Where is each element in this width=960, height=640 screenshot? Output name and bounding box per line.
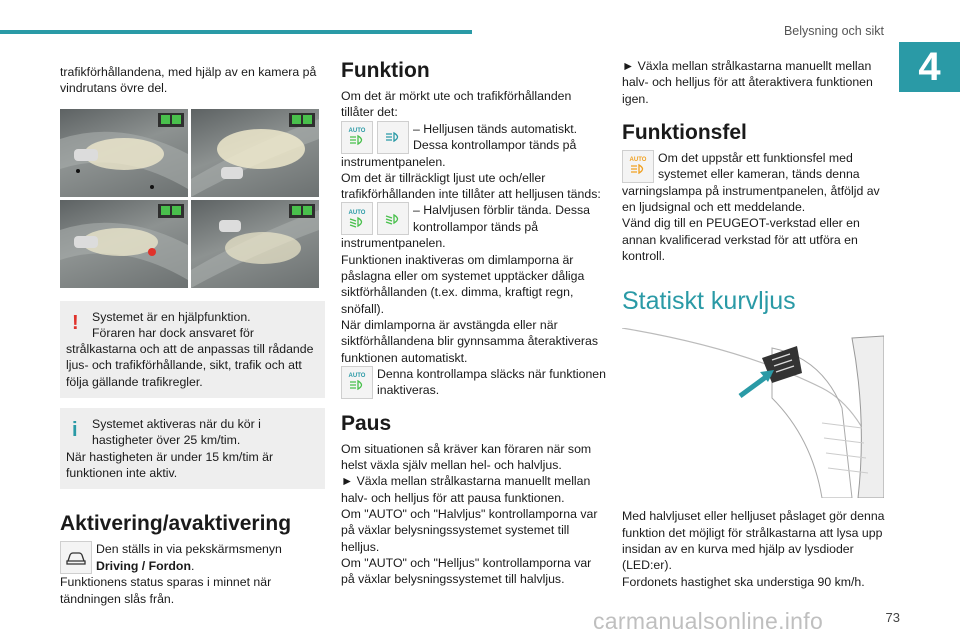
info-box (60, 408, 325, 489)
warning-rest: strålkastarna och att de anpassas till rådande ljus- och trafikförhållande, sikt, trafik och att följa gällande trafikregler. (66, 342, 314, 389)
funktion-p3: instrumentpanelen. Funktionen inaktiveras om dimlamporna är påslagna eller om systemet upptäcker dåliga siktförhållanden (t.ex. dimma, kraftigt regn, snöfall). När dimlamporna är avstängda eller när siktförhållandena blir gynnsamma återaktiveras funktionen automatiskt. (341, 236, 598, 365)
lamp-row-1 (341, 121, 607, 154)
kurvljus-text: Med halvljuset eller helljuset påslaget gör denna funktion det möjligt för strålkastarna att lysa upp insidan av en kurva med hjälp av lysdioder (LED:er). Fordonets hastighet ska understiga 90 km/h. (622, 509, 885, 589)
car-menu-icon (60, 541, 92, 574)
warning-exclamation-icon: ! (72, 311, 79, 334)
top-accent-bar (0, 30, 472, 34)
illustration-1 (60, 109, 188, 197)
warning-line-1: Systemet är en hjälpfunktion. (92, 309, 251, 324)
reactivate-text: ► Växla mellan strålkastarna manuellt mellan halv- och helljus för att återaktivera funktionen igen. (622, 59, 873, 106)
lamp2-line-2: kontrollampor tänds på (413, 219, 539, 234)
fault-rest: varningslampa på instrumentpanelen, åtföljd av en ljudsignal och ett meddelande. Vänd dig till en PEUGEOT-verkstad eller en annan kvalificerad verkstad för att utföra en kontroll. (622, 183, 880, 264)
status-text: Funktionens status sparas i minnet när tändningen slås från. (60, 575, 272, 606)
high-beam-icon (377, 121, 409, 154)
indicator-badge (289, 204, 315, 218)
column-2 (341, 58, 607, 588)
paus-text: Om situationen så kräver kan föraren när som helst växla själv mellan hel- och halvljus. ► Växla mellan strålkastarna manuellt mellan halv- och helljus för att pausa funktionen. Om "AUTO" och "Halvljus" kontrollamporna var på växlar belysningssystemet systemet till helljus. Om "AUTO" och "Helljus" kontrollamporna var på växlar belysningssystemet till halvljus. (341, 441, 598, 587)
fault-line-2: systemet eller kameran, tänds denna (658, 167, 860, 182)
info-rest: När hastigheten är under 15 km/tim är funktionen inte aktiv. (66, 449, 274, 480)
lamp3-line-2: inaktiveras. (377, 383, 440, 398)
headlight-illustrations (60, 109, 319, 288)
funktion-p2: instrumentpanelen. Om det är tillräckligt ljust ute och/eller trafikförhållanden inte tillåter att helljusen tänds: (341, 154, 601, 202)
illustration-3 (60, 200, 188, 288)
lamp-row-3 (341, 366, 607, 399)
menu-path-dot: . (190, 558, 195, 573)
lamp1-line-1: – Helljusen tänds automatiskt. (413, 121, 578, 136)
auto-lamp-icon: AUTO (341, 202, 373, 235)
section-title: Belysning och sikt (783, 24, 884, 38)
info-line-1: Systemet aktiveras när du kör i (92, 417, 261, 432)
lamp2-line-1: – Halvljusen förblir tända. Dessa (413, 203, 591, 218)
lamp1-line-2: Dessa kontrollampor tänds på (413, 137, 577, 152)
heading-statiskt-kurvljus: Statiskt kurvljus (622, 287, 796, 316)
fault-line-1: Om det uppstår ett funktionsfel med (658, 150, 853, 165)
illustration-4 (191, 200, 319, 288)
page-number: 73 (885, 610, 900, 625)
headlamp-illustration (622, 328, 884, 498)
auto-lamp-icon: AUTO (341, 121, 373, 154)
warning-line-2: Föraren har dock ansvaret för (92, 325, 254, 340)
heading-funktion: Funktion (341, 59, 430, 82)
funktion-intro: Om det är mörkt ute och trafikförhållanden tillåter det: (341, 89, 572, 120)
illustration-2 (191, 109, 319, 197)
indicator-badge (158, 113, 184, 127)
lamp3-line-1: Denna kontrollampa släcks när funktionen (377, 366, 606, 381)
heading-funktionsfel: Funktionsfel (622, 120, 747, 144)
info-icon: i (72, 419, 78, 442)
fault-row (622, 150, 888, 183)
menu-text: Den ställs in via pekskärmsmenyn (96, 542, 282, 557)
low-beam-icon (377, 202, 409, 235)
intro-text: trafikförhållandena, med hjälp av en kamera på vindrutans övre del. (60, 65, 317, 96)
lamp-row-2 (341, 202, 607, 235)
heading-aktivering: Aktivering/avaktivering (60, 512, 292, 536)
chapter-tab: 4 (899, 42, 960, 92)
menu-row (60, 541, 325, 574)
auto-fault-icon: AUTO (622, 150, 654, 183)
heading-paus: Paus (341, 411, 392, 435)
watermark: carmanualsonline.info (593, 608, 824, 634)
column-1 (60, 64, 325, 607)
warning-box (60, 301, 325, 398)
auto-lamp-icon: AUTO (341, 366, 373, 399)
column-3 (622, 58, 888, 590)
info-line-2: hastigheter över 25 km/tim. (92, 433, 241, 448)
menu-path: Driving / Fordon (96, 558, 191, 573)
indicator-badge (289, 113, 315, 127)
indicator-badge (158, 204, 184, 218)
